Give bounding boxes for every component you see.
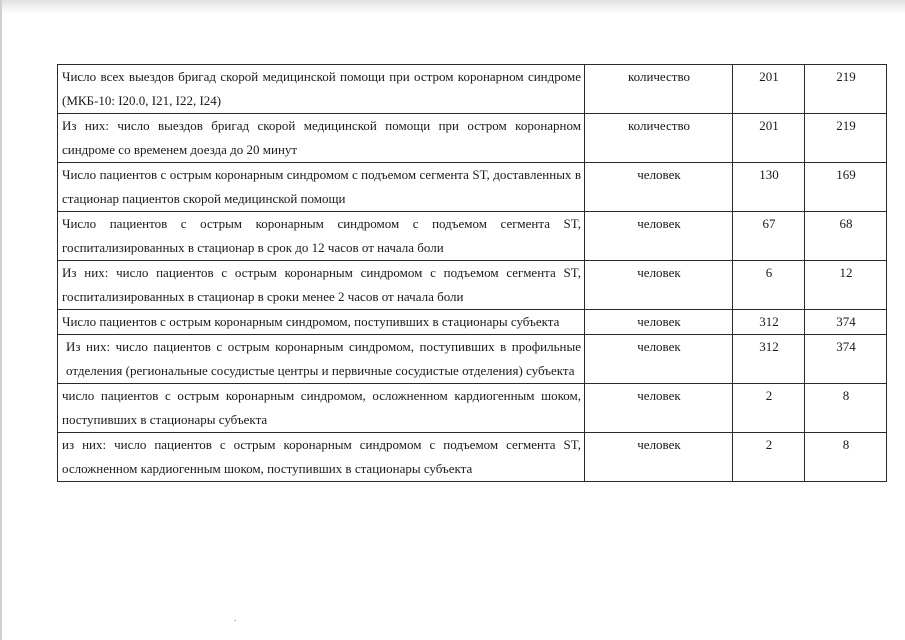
table-row	[58, 163, 887, 212]
indicator-value-2: 219	[805, 114, 887, 163]
indicator-value-1: 2	[733, 433, 805, 482]
indicator-value-1: 2	[733, 384, 805, 433]
table-row	[58, 433, 887, 482]
scan-left-edge	[0, 0, 2, 640]
footer-mark: .	[234, 613, 237, 623]
indicator-unit: человек	[585, 310, 733, 335]
indicator-value-2: 68	[805, 212, 887, 261]
indicator-unit: количество	[585, 65, 733, 114]
table-row	[58, 261, 887, 310]
indicator-value-1: 67	[733, 212, 805, 261]
indicator-value-1: 130	[733, 163, 805, 212]
indicator-unit: человек	[585, 384, 733, 433]
indicator-value-2: 219	[805, 65, 887, 114]
indicator-value-2: 169	[805, 163, 887, 212]
indicator-unit: человек	[585, 212, 733, 261]
indicator-description: Из них: число пациентов с острым коронарным синдромом с подъемом сегмента ST, госпитализированных в стационар в сроки менее 2 часов от начала боли	[58, 261, 585, 310]
indicator-description: Из них: число выездов бригад скорой медицинской помощи при остром коронарном синдроме со временем доезда до 20 минут	[58, 114, 585, 163]
indicator-description: Число пациентов с острым коронарным синдромом, поступивших в стационары субъекта	[58, 310, 585, 335]
indicator-value-2: 374	[805, 310, 887, 335]
indicator-value-1: 6	[733, 261, 805, 310]
table-row	[58, 114, 887, 163]
indicator-description: из них: число пациентов с острым коронарным синдромом с подъемом сегмента ST, осложненном кардиогенным шоком, поступивших в стационары субъекта	[58, 433, 585, 482]
indicator-value-2: 374	[805, 335, 887, 384]
indicator-value-1: 201	[733, 114, 805, 163]
indicator-unit: человек	[585, 433, 733, 482]
indicators-table	[57, 64, 887, 482]
indicator-unit: человек	[585, 261, 733, 310]
indicator-value-2: 8	[805, 384, 887, 433]
indicator-unit: количество	[585, 114, 733, 163]
indicator-description: число пациентов с острым коронарным синдромом, осложненном кардиогенным шоком, поступивших в стационары субъекта	[58, 384, 585, 433]
indicator-unit: человек	[585, 335, 733, 384]
indicator-value-1: 312	[733, 335, 805, 384]
scan-top-edge	[0, 0, 905, 14]
table-row	[58, 65, 887, 114]
indicator-value-2: 12	[805, 261, 887, 310]
indicator-description: Число пациентов с острым коронарным синдромом с подъемом сегмента ST, госпитализированных в стационар в срок до 12 часов от начала боли	[58, 212, 585, 261]
table-row	[58, 212, 887, 261]
table-row	[58, 310, 887, 335]
indicator-description: Из них: число пациентов с острым коронарным синдромом, поступивших в профильные отделения (региональные сосудистые центры и первичные сосудистые отделения) субъекта	[58, 335, 585, 384]
indicator-value-2: 8	[805, 433, 887, 482]
indicator-value-1: 312	[733, 310, 805, 335]
indicator-value-1: 201	[733, 65, 805, 114]
indicator-unit: человек	[585, 163, 733, 212]
table-row	[58, 384, 887, 433]
indicator-description: Число всех выездов бригад скорой медицинской помощи при остром коронарном синдроме (МКБ-10: I20.0, I21, I22, I24)	[58, 65, 585, 114]
table-row	[58, 335, 887, 384]
indicator-description: Число пациентов с острым коронарным синдромом с подъемом сегмента ST, доставленных в стационар пациентов скорой медицинской помощи	[58, 163, 585, 212]
